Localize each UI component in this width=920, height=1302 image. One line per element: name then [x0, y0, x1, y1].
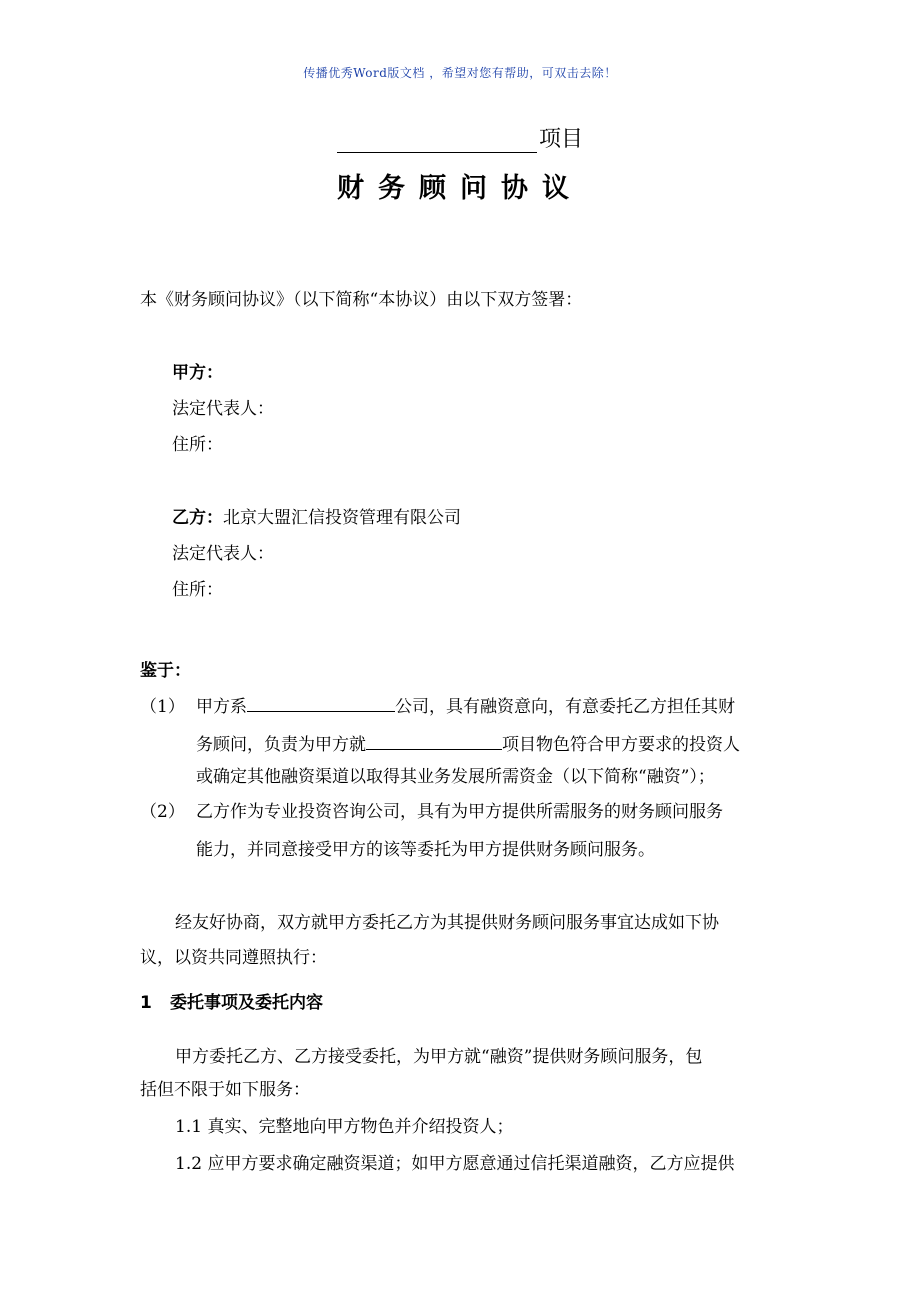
whereas-heading: 鉴于：	[140, 661, 191, 681]
project-name-blank	[337, 130, 537, 153]
party-b-line	[172, 507, 461, 529]
watermark-text: 传播优秀Word版文档 ，希望对您有帮助，可双击去除！	[303, 66, 617, 80]
whereas-item-2-text-a: 乙方作为专业投资咨询公司，具有为甲方提供所需服务的财务顾问服务	[196, 802, 723, 822]
whereas-item-1-line3: 或确定其他融资渠道以取得其业务发展所需资金（以下简称“融资”）；	[196, 767, 715, 787]
whereas-item-1-line1	[140, 693, 735, 718]
party-a-address: 住所：	[172, 435, 223, 455]
party-a-representative: 法定代表人：	[172, 399, 274, 419]
party-b-name: 北京大盟汇信投资管理有限公司	[223, 508, 461, 528]
section-1-title: 委托事项及委托内容	[170, 993, 323, 1013]
whereas-item-1-number: （1）	[140, 697, 185, 717]
project-blank	[366, 731, 502, 750]
whereas-item-2-line2: 能力，并同意接受甲方的该等委托为甲方提供财务顾问服务。	[196, 840, 655, 860]
party-a-label: 甲方：	[172, 363, 223, 383]
party-b-label: 乙方：	[172, 508, 223, 528]
whereas-item-1-line2	[196, 731, 740, 756]
company-name-blank	[247, 693, 395, 712]
section-1-heading	[140, 992, 323, 1014]
section-1-para-line2: 括但不限于如下服务：	[140, 1080, 310, 1100]
agreement-para-line2: 议，以资共同遵照执行：	[140, 948, 327, 968]
agreement-para-line1: 经友好协商，双方就甲方委托乙方为其提供财务顾问服务事宜达成如下协	[175, 913, 719, 933]
section-1-item-1-2: 1.2 应甲方要求确定融资渠道；如甲方愿意通过信托渠道融资，乙方应提供	[175, 1154, 735, 1174]
whereas-item-1-text-a: 甲方系	[196, 697, 247, 717]
intro-paragraph: 本《财务顾问协议》（以下简称“本协议）由以下双方签署：	[140, 290, 583, 310]
whereas-item-1-text-c: 务顾问，负责为甲方就	[196, 735, 366, 755]
project-line	[0, 122, 920, 153]
whereas-item-2-number: （2）	[140, 802, 185, 822]
whereas-item-1-text-d: 项目物色符合甲方要求的投资人	[502, 735, 740, 755]
section-1-number: 1	[140, 993, 152, 1013]
section-1-item-1-1: 1.1 真实、完整地向甲方物色并介绍投资人；	[175, 1117, 514, 1137]
whereas-item-2-line1	[140, 801, 723, 823]
page-title: 财务顾问协议	[337, 173, 583, 204]
whereas-item-1-text-b: 公司，具有融资意向，有意委托乙方担任其财	[395, 697, 735, 717]
party-b-address: 住所：	[172, 580, 223, 600]
project-suffix: 项目	[538, 127, 583, 152]
section-1-para-line1: 甲方委托乙方、乙方接受委托，为甲方就“融资”提供财务顾问服务，包	[175, 1047, 703, 1067]
party-b-representative: 法定代表人：	[172, 544, 274, 564]
